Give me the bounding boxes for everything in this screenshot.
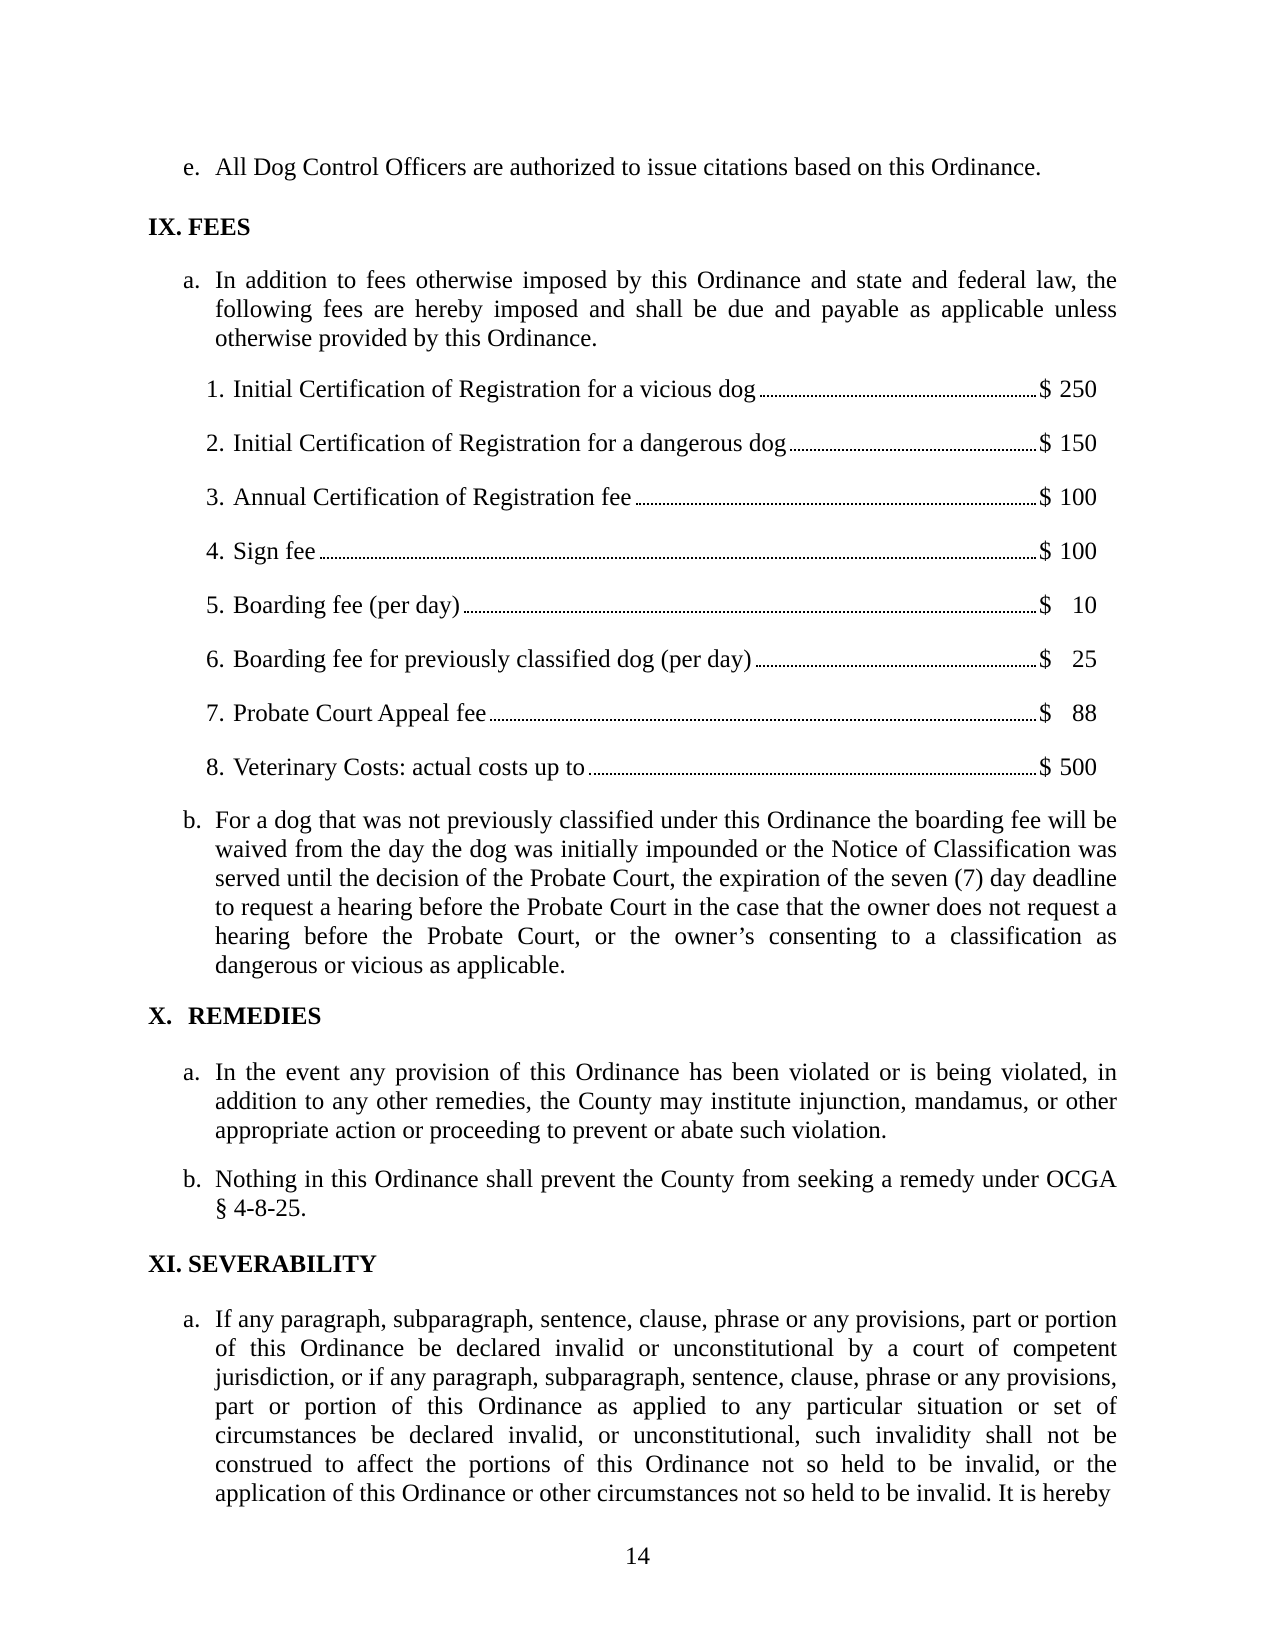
dot-leader bbox=[464, 611, 1036, 613]
fee-list-item bbox=[206, 537, 1097, 566]
section-title: SEVERABILITY bbox=[188, 1251, 377, 1278]
fee-list-item bbox=[206, 753, 1097, 782]
section-title: FEES bbox=[188, 214, 251, 241]
item-letter: a. bbox=[183, 1059, 201, 1086]
dot-leader bbox=[790, 449, 1036, 451]
currency-symbol: $ bbox=[1039, 484, 1052, 511]
fee-item-label: Initial Certification of Registration for a dangerous dog bbox=[233, 430, 787, 457]
fee-schedule bbox=[206, 375, 1097, 782]
fee-amount bbox=[1039, 753, 1097, 782]
section-title: REMEDIES bbox=[188, 1003, 322, 1030]
fee-amount bbox=[1039, 375, 1097, 404]
currency-symbol: $ bbox=[1039, 700, 1052, 727]
fee-item-label: Annual Certification of Registration fee bbox=[233, 484, 632, 511]
fee-item-number: 6. bbox=[206, 646, 225, 673]
dot-leader bbox=[320, 557, 1036, 559]
currency-symbol: $ bbox=[1039, 376, 1052, 403]
item-text: All Dog Control Officers are authorized to issue citations based on this Ordinance. bbox=[215, 154, 1042, 181]
fee-item-number: 8. bbox=[206, 754, 225, 781]
item-letter: e. bbox=[183, 154, 201, 181]
section-heading-remedies bbox=[148, 1002, 1117, 1031]
dot-leader bbox=[760, 395, 1036, 397]
dot-leader bbox=[589, 773, 1036, 775]
fees-item-b bbox=[183, 806, 1117, 980]
fee-item-label: Boarding fee for previously classified dog (per day) bbox=[233, 646, 752, 673]
section-number: IX. bbox=[148, 214, 183, 241]
item-letter: a. bbox=[183, 1306, 201, 1333]
fee-item-label: Boarding fee (per day) bbox=[233, 592, 460, 619]
fee-list-item bbox=[206, 375, 1097, 404]
currency-symbol: $ bbox=[1039, 592, 1052, 619]
section-heading-fees bbox=[148, 213, 1117, 242]
fee-list-item bbox=[206, 591, 1097, 620]
item-text: In addition to fees otherwise imposed by this Ordinance and state and federal law, the following fees are hereby imposed and shall be due and payable as applicable unless otherwise provided by this Ordinance. bbox=[215, 267, 1117, 352]
fee-item-number: 7. bbox=[206, 700, 225, 727]
currency-symbol: $ bbox=[1039, 538, 1052, 565]
item-text: If any paragraph, subparagraph, sentence, clause, phrase or any provisions, part or portion of this Ordinance be declared invalid or unconstitutional by a court of competent jurisdiction, or if any paragraph, subparagraph, sentence, clause, phrase or any provisions, part or portion of this Ordinance as applied to any particular situation or set of circumstances be declared invalid, or unconstitutional, such invalidity shall not be construed to affect the portions of this Ordinance not so held to be invalid, or the application of this Ordinance or other circumstances not so held to be invalid. It is hereby bbox=[215, 1306, 1117, 1507]
fee-list-item bbox=[206, 429, 1097, 458]
item-letter: b. bbox=[183, 1166, 202, 1193]
fee-item-number: 5. bbox=[206, 592, 225, 619]
item-text: For a dog that was not previously classified under this Ordinance the boarding fee will be waived from the day the dog was initially impounded or the Notice of Classification was served until the decision of the Probate Court, the expiration of the seven (7) day deadline to request a hearing before the Probate Court in the case that the owner does not request a hearing before the Probate Court, or the owner’s consenting to a classification as dangerous or vicious as applicable. bbox=[215, 807, 1117, 979]
fee-item-number: 1. bbox=[206, 376, 225, 403]
fee-item-label: Veterinary Costs: actual costs up to bbox=[233, 754, 586, 781]
document-body bbox=[148, 153, 1117, 1508]
item-letter: b. bbox=[183, 807, 202, 834]
fee-item-number: 2. bbox=[206, 430, 225, 457]
dot-leader bbox=[490, 719, 1036, 721]
fee-list-item bbox=[206, 483, 1097, 512]
fee-value: 150 bbox=[1059, 430, 1097, 457]
severability-item-a bbox=[183, 1305, 1117, 1508]
remedies-item-a bbox=[183, 1058, 1117, 1145]
dot-leader bbox=[636, 503, 1037, 505]
item-text: Nothing in this Ordinance shall prevent the County from seeking a remedy under OCGA § 4-8-25. bbox=[215, 1166, 1117, 1222]
fee-value: 500 bbox=[1059, 754, 1097, 781]
currency-symbol: $ bbox=[1039, 754, 1052, 781]
fee-list-item bbox=[206, 645, 1097, 674]
section-number: X. bbox=[148, 1003, 173, 1030]
fee-amount bbox=[1039, 429, 1097, 458]
fee-value: 88 bbox=[1072, 700, 1097, 727]
currency-symbol: $ bbox=[1039, 646, 1052, 673]
fee-item-number: 3. bbox=[206, 484, 225, 511]
fee-value: 250 bbox=[1059, 376, 1097, 403]
list-item-e bbox=[183, 153, 1117, 182]
fee-item-label: Probate Court Appeal fee bbox=[233, 700, 487, 727]
fee-item-label: Initial Certification of Registration for a vicious dog bbox=[233, 376, 756, 403]
fee-value: 25 bbox=[1072, 646, 1097, 673]
item-text: In the event any provision of this Ordinance has been violated or is being violated, in addition to any other remedies, the County may institute injunction, mandamus, or other appropriate action or proceeding to prevent or abate such violation. bbox=[215, 1059, 1117, 1144]
fee-item-label: Sign fee bbox=[233, 538, 316, 565]
fee-item-number: 4. bbox=[206, 538, 225, 565]
fee-list-item bbox=[206, 699, 1097, 728]
item-letter: a. bbox=[183, 267, 201, 294]
fee-value: 100 bbox=[1059, 538, 1097, 565]
page-number: 14 bbox=[625, 1543, 650, 1570]
fee-value: 100 bbox=[1059, 484, 1097, 511]
section-heading-severability bbox=[148, 1250, 1117, 1279]
remedies-item-b bbox=[183, 1165, 1117, 1223]
fee-amount bbox=[1039, 591, 1097, 620]
fee-value: 10 bbox=[1072, 592, 1097, 619]
fees-item-a bbox=[183, 266, 1117, 353]
fee-amount bbox=[1039, 483, 1097, 512]
currency-symbol: $ bbox=[1039, 430, 1052, 457]
fee-amount bbox=[1039, 645, 1097, 674]
dot-leader bbox=[756, 665, 1036, 667]
fee-amount bbox=[1039, 699, 1097, 728]
fee-amount bbox=[1039, 537, 1097, 566]
section-number: XI. bbox=[148, 1251, 183, 1278]
